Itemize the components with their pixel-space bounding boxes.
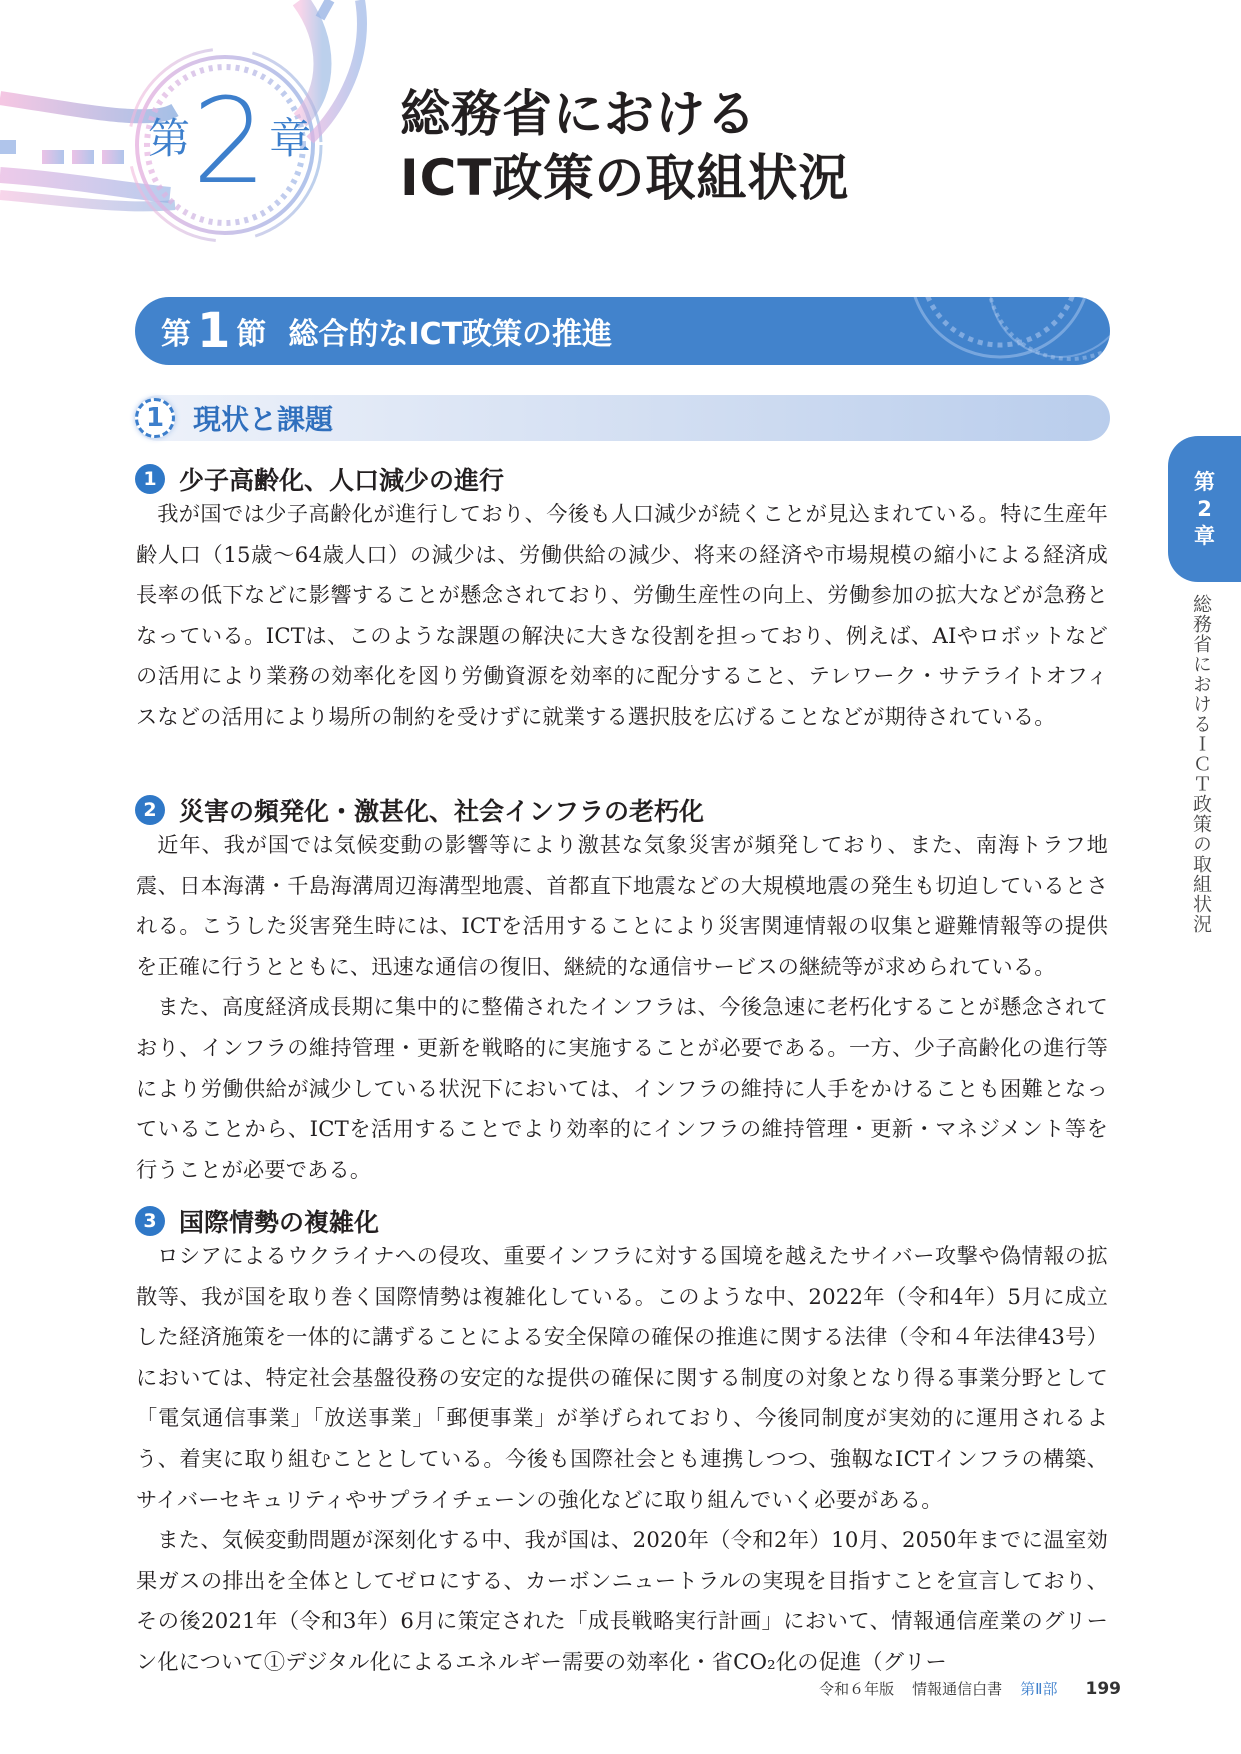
- topic-number-badge: 3: [135, 1206, 165, 1236]
- topic-body-1: [136, 494, 1108, 738]
- paragraph: 近年、我が国では気候変動の影響等により激甚な気象災害が頻発しており、また、南海トラフ地震、日本海溝・千島海溝周辺海溝型地震、首都直下地震などの大規模地震の発生も切迫しているとされる。こうした災害発生時には、ICTを活用することにより災害関連情報の収集と避難情報等の提供を正確に行うとともに、迅速な通信の復旧、継続的な通信サービスの継続等が求められている。: [136, 832, 1108, 979]
- topic-heading-1: [135, 461, 504, 497]
- section-prefix: 第: [161, 317, 191, 352]
- section-title: 総合的なICT政策の推進: [288, 317, 613, 352]
- side-running-title: 総務省におけるＩＣＴ政策の取組状況: [1190, 594, 1212, 934]
- topic-heading-text: 災害の頻発化・激甚化、社会インフラの老朽化: [179, 797, 705, 826]
- topic-heading-text: 少子高齢化、人口減少の進行: [179, 466, 505, 495]
- section-number: 1: [197, 303, 231, 359]
- paragraph: 我が国では少子高齢化が進行しており、今後も人口減少が続くことが見込まれている。特に生産年齢人口（15歳～64歳人口）の減少は、労働供給の減少、将来の経済や市場規模の縮小による経済成長率の低下などに影響することが懸念されており、労働生産性の向上、労働参加の拡大などが急務となっている。ICTは、このような課題の解決に大きな役割を担っており、例えば、AIやロボットなどの活用により業務の効率化を図り労働資源を効率的に配分すること、テレワーク・サテライトオフィスなどの活用により場所の制約を受けずに就業する選択肢を広げることなどが期待されている。: [136, 501, 1108, 729]
- footer-part: 第Ⅱ部: [1020, 1680, 1058, 1698]
- side-tab-line3: 章: [1194, 523, 1215, 548]
- topic-heading-text: 国際情勢の複雑化: [179, 1208, 380, 1237]
- chapter-side-tab[interactable]: [1168, 436, 1241, 582]
- footer-book: 情報通信白書: [912, 1680, 1003, 1698]
- topic-number-badge: 1: [135, 464, 165, 494]
- page-number: 199: [1085, 1679, 1121, 1699]
- chapter-badge-prefix: 第: [148, 114, 191, 163]
- section-header: [135, 297, 1110, 365]
- paragraph: また、高度経済成長期に集中的に整備されたインフラは、今後急速に老朽化することが懸念されており、インフラの維持管理・更新を戦略的に実施することが必要である。一方、少子高齢化の進行等により労働供給が減少している状況下においては、インフラの維持に人手をかけることも困難となっていることから、ICTを活用することでより効率的にインフラの維持管理・更新・マネジメント等を行うことが必要である。: [136, 994, 1108, 1182]
- footer-edition: 令和６年版: [819, 1680, 895, 1698]
- section-suffix: 節: [236, 317, 267, 352]
- chapter-badge: [148, 71, 312, 210]
- section-decoration: [850, 297, 1110, 365]
- topic-heading-2: [135, 792, 704, 828]
- subsection-header: [135, 395, 1110, 441]
- topic-body-2: [136, 825, 1108, 1190]
- topic-heading-3: [135, 1203, 379, 1239]
- chapter-title-line1: 総務省における: [400, 85, 757, 143]
- side-tab-line2: 2: [1197, 496, 1212, 521]
- page-footer: [819, 1678, 1121, 1699]
- paragraph: ロシアによるウクライナへの侵攻、重要インフラに対する国境を越えたサイバー攻撃や偽情報の拡散等、我が国を取り巻く国際情勢は複雑化している。このような中、2022年（令和4年）5月に成立した経済施策を一体的に講ずることによる安全保障の確保の推進に関する法律（令和４年法律43号）においては、特定社会基盤役務の安定的な提供の確保に関する制度の対象となり得る事業分野として「電気通信事業」「放送事業」「郵便事業」が挙げられており、今後同制度が実効的に運用されるよう、着実に取り組むこととしている。今後も国際社会とも連携しつつ、強靱なICTインフラの構築、サイバーセキュリティやサプライチェーンの強化などに取り組んでいく必要がある。: [136, 1243, 1108, 1512]
- topic-number-badge: 2: [135, 795, 165, 825]
- paragraph: また、気候変動問題が深刻化する中、我が国は、2020年（令和2年）10月、2050年までに温室効果ガスの排出を全体としてゼロにする、カーボンニュートラルの実現を目指すことを宣言しており、その後2021年（令和3年）6月に策定された「成長戦略実行計画」において、情報通信産業のグリーン化について①デジタル化によるエネルギー需要の効率化・省CO₂化の促進（グリー: [136, 1527, 1108, 1674]
- subsection-title: 現状と課題: [193, 403, 334, 436]
- subsection-number: 1: [135, 398, 175, 438]
- chapter-title-line2: ICT政策の取組状況: [400, 149, 850, 207]
- topic-body-3: [136, 1236, 1108, 1683]
- chapter-title: [400, 82, 849, 210]
- chapter-badge-number: 2: [192, 71, 268, 210]
- side-tab-line1: 第: [1194, 469, 1215, 494]
- chapter-badge-suffix: 章: [269, 114, 312, 163]
